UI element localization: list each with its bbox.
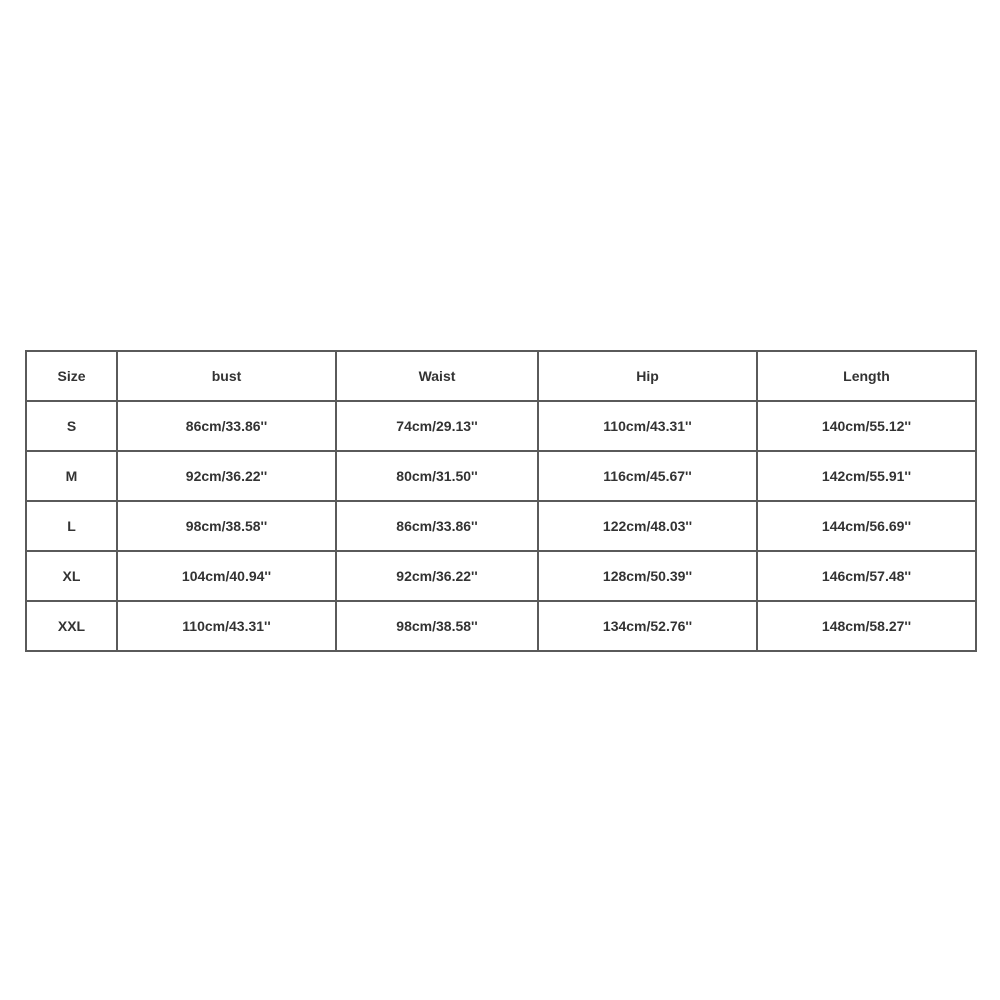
header-length: Length xyxy=(757,351,976,401)
cell-waist: 80cm/31.50'' xyxy=(336,451,538,501)
cell-bust: 92cm/36.22'' xyxy=(117,451,336,501)
cell-bust: 86cm/33.86'' xyxy=(117,401,336,451)
table-header-row xyxy=(26,351,976,401)
header-waist: Waist xyxy=(336,351,538,401)
cell-hip: 128cm/50.39'' xyxy=(538,551,757,601)
cell-length: 142cm/55.91'' xyxy=(757,451,976,501)
cell-waist: 74cm/29.13'' xyxy=(336,401,538,451)
header-bust: bust xyxy=(117,351,336,401)
cell-hip: 134cm/52.76'' xyxy=(538,601,757,651)
cell-hip: 122cm/48.03'' xyxy=(538,501,757,551)
cell-hip: 110cm/43.31'' xyxy=(538,401,757,451)
header-hip: Hip xyxy=(538,351,757,401)
cell-bust: 98cm/38.58'' xyxy=(117,501,336,551)
cell-bust: 104cm/40.94'' xyxy=(117,551,336,601)
cell-size: XXL xyxy=(26,601,117,651)
cell-length: 148cm/58.27'' xyxy=(757,601,976,651)
cell-bust: 110cm/43.31'' xyxy=(117,601,336,651)
table-row xyxy=(26,401,976,451)
cell-size: L xyxy=(26,501,117,551)
cell-size: XL xyxy=(26,551,117,601)
table-row xyxy=(26,601,976,651)
header-size: Size xyxy=(26,351,117,401)
cell-waist: 92cm/36.22'' xyxy=(336,551,538,601)
table-row xyxy=(26,451,976,501)
cell-length: 146cm/57.48'' xyxy=(757,551,976,601)
cell-waist: 98cm/38.58'' xyxy=(336,601,538,651)
cell-length: 140cm/55.12'' xyxy=(757,401,976,451)
cell-size: M xyxy=(26,451,117,501)
table-row xyxy=(26,501,976,551)
cell-waist: 86cm/33.86'' xyxy=(336,501,538,551)
cell-hip: 116cm/45.67'' xyxy=(538,451,757,501)
cell-size: S xyxy=(26,401,117,451)
size-chart-table xyxy=(25,350,977,652)
cell-length: 144cm/56.69'' xyxy=(757,501,976,551)
table-row xyxy=(26,551,976,601)
